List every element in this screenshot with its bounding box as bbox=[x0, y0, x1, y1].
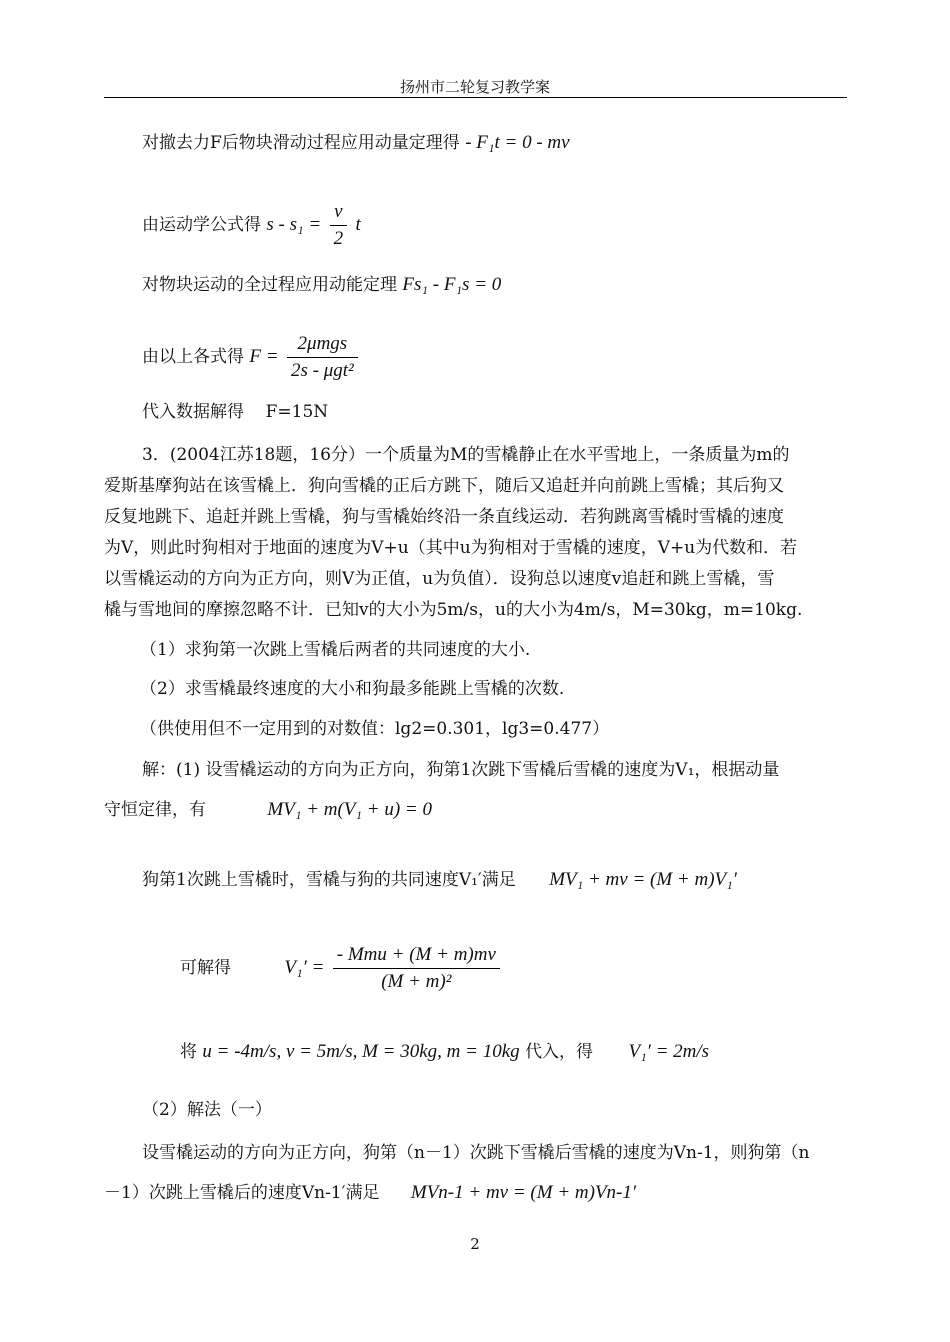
log-hint: （供使用但不一定用到的对数值：lg2=0.301，lg3=0.477） bbox=[140, 719, 610, 739]
formula: - F₁t = 0 - mv bbox=[465, 132, 570, 153]
fraction: $\frac{v}{2}$ bbox=[330, 201, 348, 250]
fraction: $\frac{\text{- Mmu + (M + m)mv}}{\text{(M + m)²}}$ bbox=[333, 944, 500, 993]
solution-line: 解：(1) 设雪橇运动的方向为正方向，狗第1次跳下雪橇后雪橇的速度为V₁，根据动量 bbox=[142, 760, 780, 780]
eq-line-result: 由以上各式得 F = $\frac{\text{2μmgs}}{\text{2s - μgt²}}$ bbox=[142, 333, 361, 382]
solution-line: （2）解法（一） bbox=[142, 1100, 272, 1120]
formula: MVn-1 + mv = (M + m)Vn-1′ bbox=[410, 1182, 637, 1203]
eq-line-energy: 对物块运动的全过程应用动能定理 Fs₁ - F₁s = 0 bbox=[142, 274, 502, 295]
eq-line-momentum: 对撤去力F后物块滑动过程应用动量定理得 - F₁t = 0 - mv bbox=[142, 132, 570, 153]
solution-line: 将 u = -4m/s, v = 5m/s, M = 30kg, m = 10kg 代入，得 V₁′ = 2m/s bbox=[180, 1041, 710, 1062]
answer-line: 代入数据解得 F=15N bbox=[142, 402, 329, 422]
problem-line: 爱斯基摩狗站在该雪橇上．狗向雪橇的正后方跳下，随后又追赶并向前跳上雪橇；其后狗又 bbox=[104, 476, 784, 496]
problem-line: 为V，则此时狗相对于地面的速度为V+u（其中u为狗相对于雪橇的速度，V+u为代数和．若 bbox=[104, 538, 798, 558]
formula: MV₁ + m(V₁ + u) = 0 bbox=[267, 799, 432, 820]
solution-line: 设雪橇运动的方向为正方向，狗第（n－1）次跳下雪橇后雪橇的速度为Vn-1，则狗第（n bbox=[142, 1143, 810, 1163]
problem-line: 反复地跳下、追赶并跳上雪橇，狗与雪橇始终沿一条直线运动．若狗跳离雪橇时雪橇的速度 bbox=[104, 507, 784, 527]
formula: Fs₁ - F₁s = 0 bbox=[402, 274, 502, 295]
question-1: （1）求狗第一次跳上雪橇后两者的共同速度的大小. bbox=[140, 640, 531, 660]
fraction: $\frac{\text{2μmgs}}{\text{2s - μgt²}}$ bbox=[287, 333, 358, 382]
formula: V₁′ = 2m/s bbox=[628, 1041, 710, 1062]
problem-line: 3．(2004江苏18题，16分）一个质量为M的雪橇静止在水平雪地上，一条质量为m的 bbox=[142, 445, 790, 465]
page-number: 2 bbox=[470, 1235, 480, 1253]
page-header: 扬州市二轮复习教学案 bbox=[399, 78, 550, 96]
header-rule bbox=[104, 97, 847, 98]
solution-line: －1）次跳上雪橇后的速度Vn-1′满足 MVn-1 + mv = (M + m)Vn-1′ bbox=[104, 1182, 637, 1203]
problem-line: 以雪橇运动的方向为正方向，则V为正值，u为负值）．设狗总以速度v追赶和跳上雪橇，雪 bbox=[104, 569, 775, 589]
formula: MV₁ + mv = (M + m)V₁′ bbox=[549, 869, 737, 890]
problem-line: 橇与雪地间的摩擦忽略不计．已知v的大小为5m/s，u的大小为4m/s，M=30kg，m=10kg. bbox=[104, 600, 803, 620]
eq-line-kinematics: 由运动学公式得 s - s₁ = $\frac{v}{2}$ t bbox=[142, 201, 361, 249]
formula: u = -4m/s, v = 5m/s, M = 30kg, m = 10kg bbox=[202, 1041, 520, 1062]
question-2: （2）求雪橇最终速度的大小和狗最多能跳上雪橇的次数. bbox=[140, 679, 565, 699]
solution-line: 可解得 V₁′ = $\frac{\text{- Mmu + (M + m)mv}}{\text{(M + m)²}}$ bbox=[180, 944, 503, 993]
solution-line: 狗第1次跳上雪橇时，雪橇与狗的共同速度V₁′满足 MV₁ + mv = (M + m)V₁′ bbox=[142, 869, 737, 890]
solution-line: 守恒定律，有 MV₁ + m(V₁ + u) = 0 bbox=[104, 799, 432, 820]
